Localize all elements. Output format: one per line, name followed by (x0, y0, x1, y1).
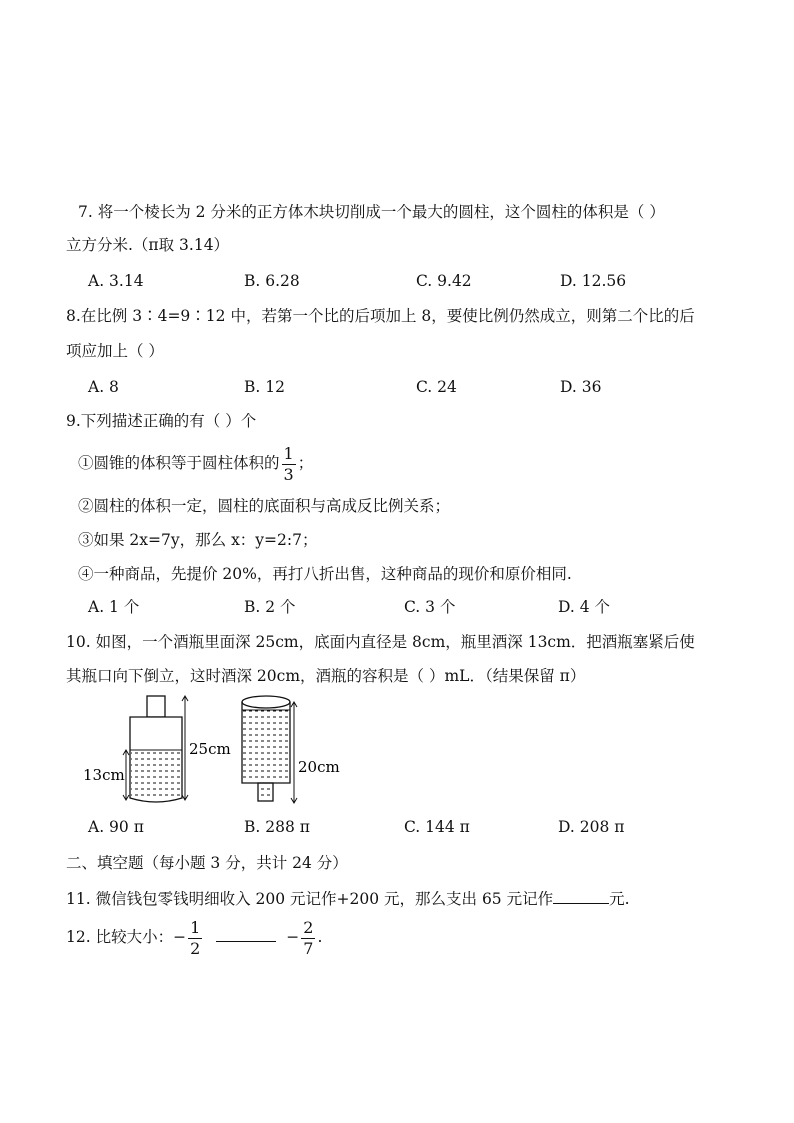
q8-stem-line2: 项应加上（ ） (66, 342, 164, 360)
q10-option-a: A. 90 π (88, 818, 144, 836)
label-13cm: 13cm (83, 766, 125, 784)
q11-text: 11. 微信钱包零钱明细收入 200 元记作+200 元，那么支出 65 元记作 (66, 890, 554, 908)
fraction-denominator: 3 (283, 464, 294, 484)
fraction-a-denominator: 2 (190, 938, 201, 958)
q8-option-a: A. 8 (88, 378, 119, 396)
q7-option-a: A. 3.14 (88, 272, 144, 290)
q9-s1-end: ； (297, 454, 314, 472)
q9-stem: 9.下列描述正确的有（ ）个 (66, 412, 257, 430)
bottle-figure (80, 690, 370, 815)
fraction-one-third (282, 444, 296, 485)
section-2-title: 二、填空题（每小题 3 分，共计 24 分） (66, 854, 348, 872)
upright-bottle (83, 696, 231, 802)
q12-text: 12. 比较大小： (66, 928, 174, 946)
q8-option-b: B. 12 (244, 378, 285, 396)
q9-option-b: B. 2 个 (244, 598, 296, 616)
bottle-liquid (131, 750, 181, 800)
q8-stem-line1: 8.在比例 3∶4=9∶12 中，若第一个比的后项加上 8，要使比例仍然成立，则第二个比的后 (66, 307, 695, 325)
q7-option-d: D. 12.56 (560, 272, 627, 290)
q9-option-c: C. 3 个 (404, 598, 456, 616)
bottle-neck (147, 696, 165, 717)
bottle-neck (258, 783, 273, 801)
fraction-numerator: 1 (283, 443, 294, 463)
fraction-a (188, 918, 202, 959)
q10-stem-line2: 其瓶口向下倒立，这时酒深 20cm，酒瓶的容积是（ ）mL．（结果保留 π） (66, 667, 586, 685)
q11-answer-blank[interactable] (553, 903, 609, 904)
q9-s1-text: ①圆锥的体积等于圆柱体积的 (78, 454, 280, 472)
q9-statement-4: ④一种商品，先提价 20%，再打八折出售，这种商品的现价和原价相同. (78, 565, 572, 583)
q12-b-sign: − (286, 928, 300, 946)
q7-stem-line1: 7. 将一个棱长为 2 分米的正方体木块切削成一个最大的圆柱，这个圆柱的体积是（ ） (78, 203, 665, 221)
q8-option-c: C. 24 (416, 378, 457, 396)
q7-stem-line2: 立方分米.（π取 3.14） (66, 236, 230, 254)
q7-option-b: B. 6.28 (244, 272, 300, 290)
fraction-b-numerator: 2 (303, 917, 314, 937)
q12-answer-blank[interactable] (216, 941, 276, 942)
q12-a-sign: − (173, 928, 187, 946)
label-25cm: 25cm (189, 740, 231, 758)
q9-statement-1 (78, 443, 313, 485)
label-20cm: 20cm (298, 758, 340, 776)
fraction-a-numerator: 1 (190, 917, 201, 937)
bottle-base-top (242, 696, 290, 708)
q12-end: . (317, 928, 323, 946)
inverted-bottle (242, 696, 340, 803)
q12 (66, 915, 322, 959)
q9-statement-2: ②圆柱的体积一定，圆柱的底面积与高成反比例关系； (78, 497, 451, 515)
q8-option-d: D. 36 (560, 378, 602, 396)
fraction-b-denominator: 7 (303, 938, 314, 958)
q11-end: 元. (609, 890, 630, 908)
q10-option-c: C. 144 π (404, 818, 470, 836)
q9-option-d: D. 4 个 (558, 598, 611, 616)
q7-option-c: C. 9.42 (416, 272, 472, 290)
bottle-liquid (243, 710, 289, 782)
q11 (66, 888, 630, 910)
q10-stem-line1: 10. 如图，一个酒瓶里面深 25cm，底面内直径是 8cm，瓶里酒深 13cm．把酒瓶塞紧后使 (66, 633, 695, 651)
q10-option-d: D. 208 π (558, 818, 625, 836)
q9-statement-3: ③如果 2x=7y，那么 x：y=2:7； (78, 531, 318, 549)
q9-option-a: A. 1 个 (88, 598, 140, 616)
fraction-b (301, 918, 315, 959)
q10-option-b: B. 288 π (244, 818, 310, 836)
